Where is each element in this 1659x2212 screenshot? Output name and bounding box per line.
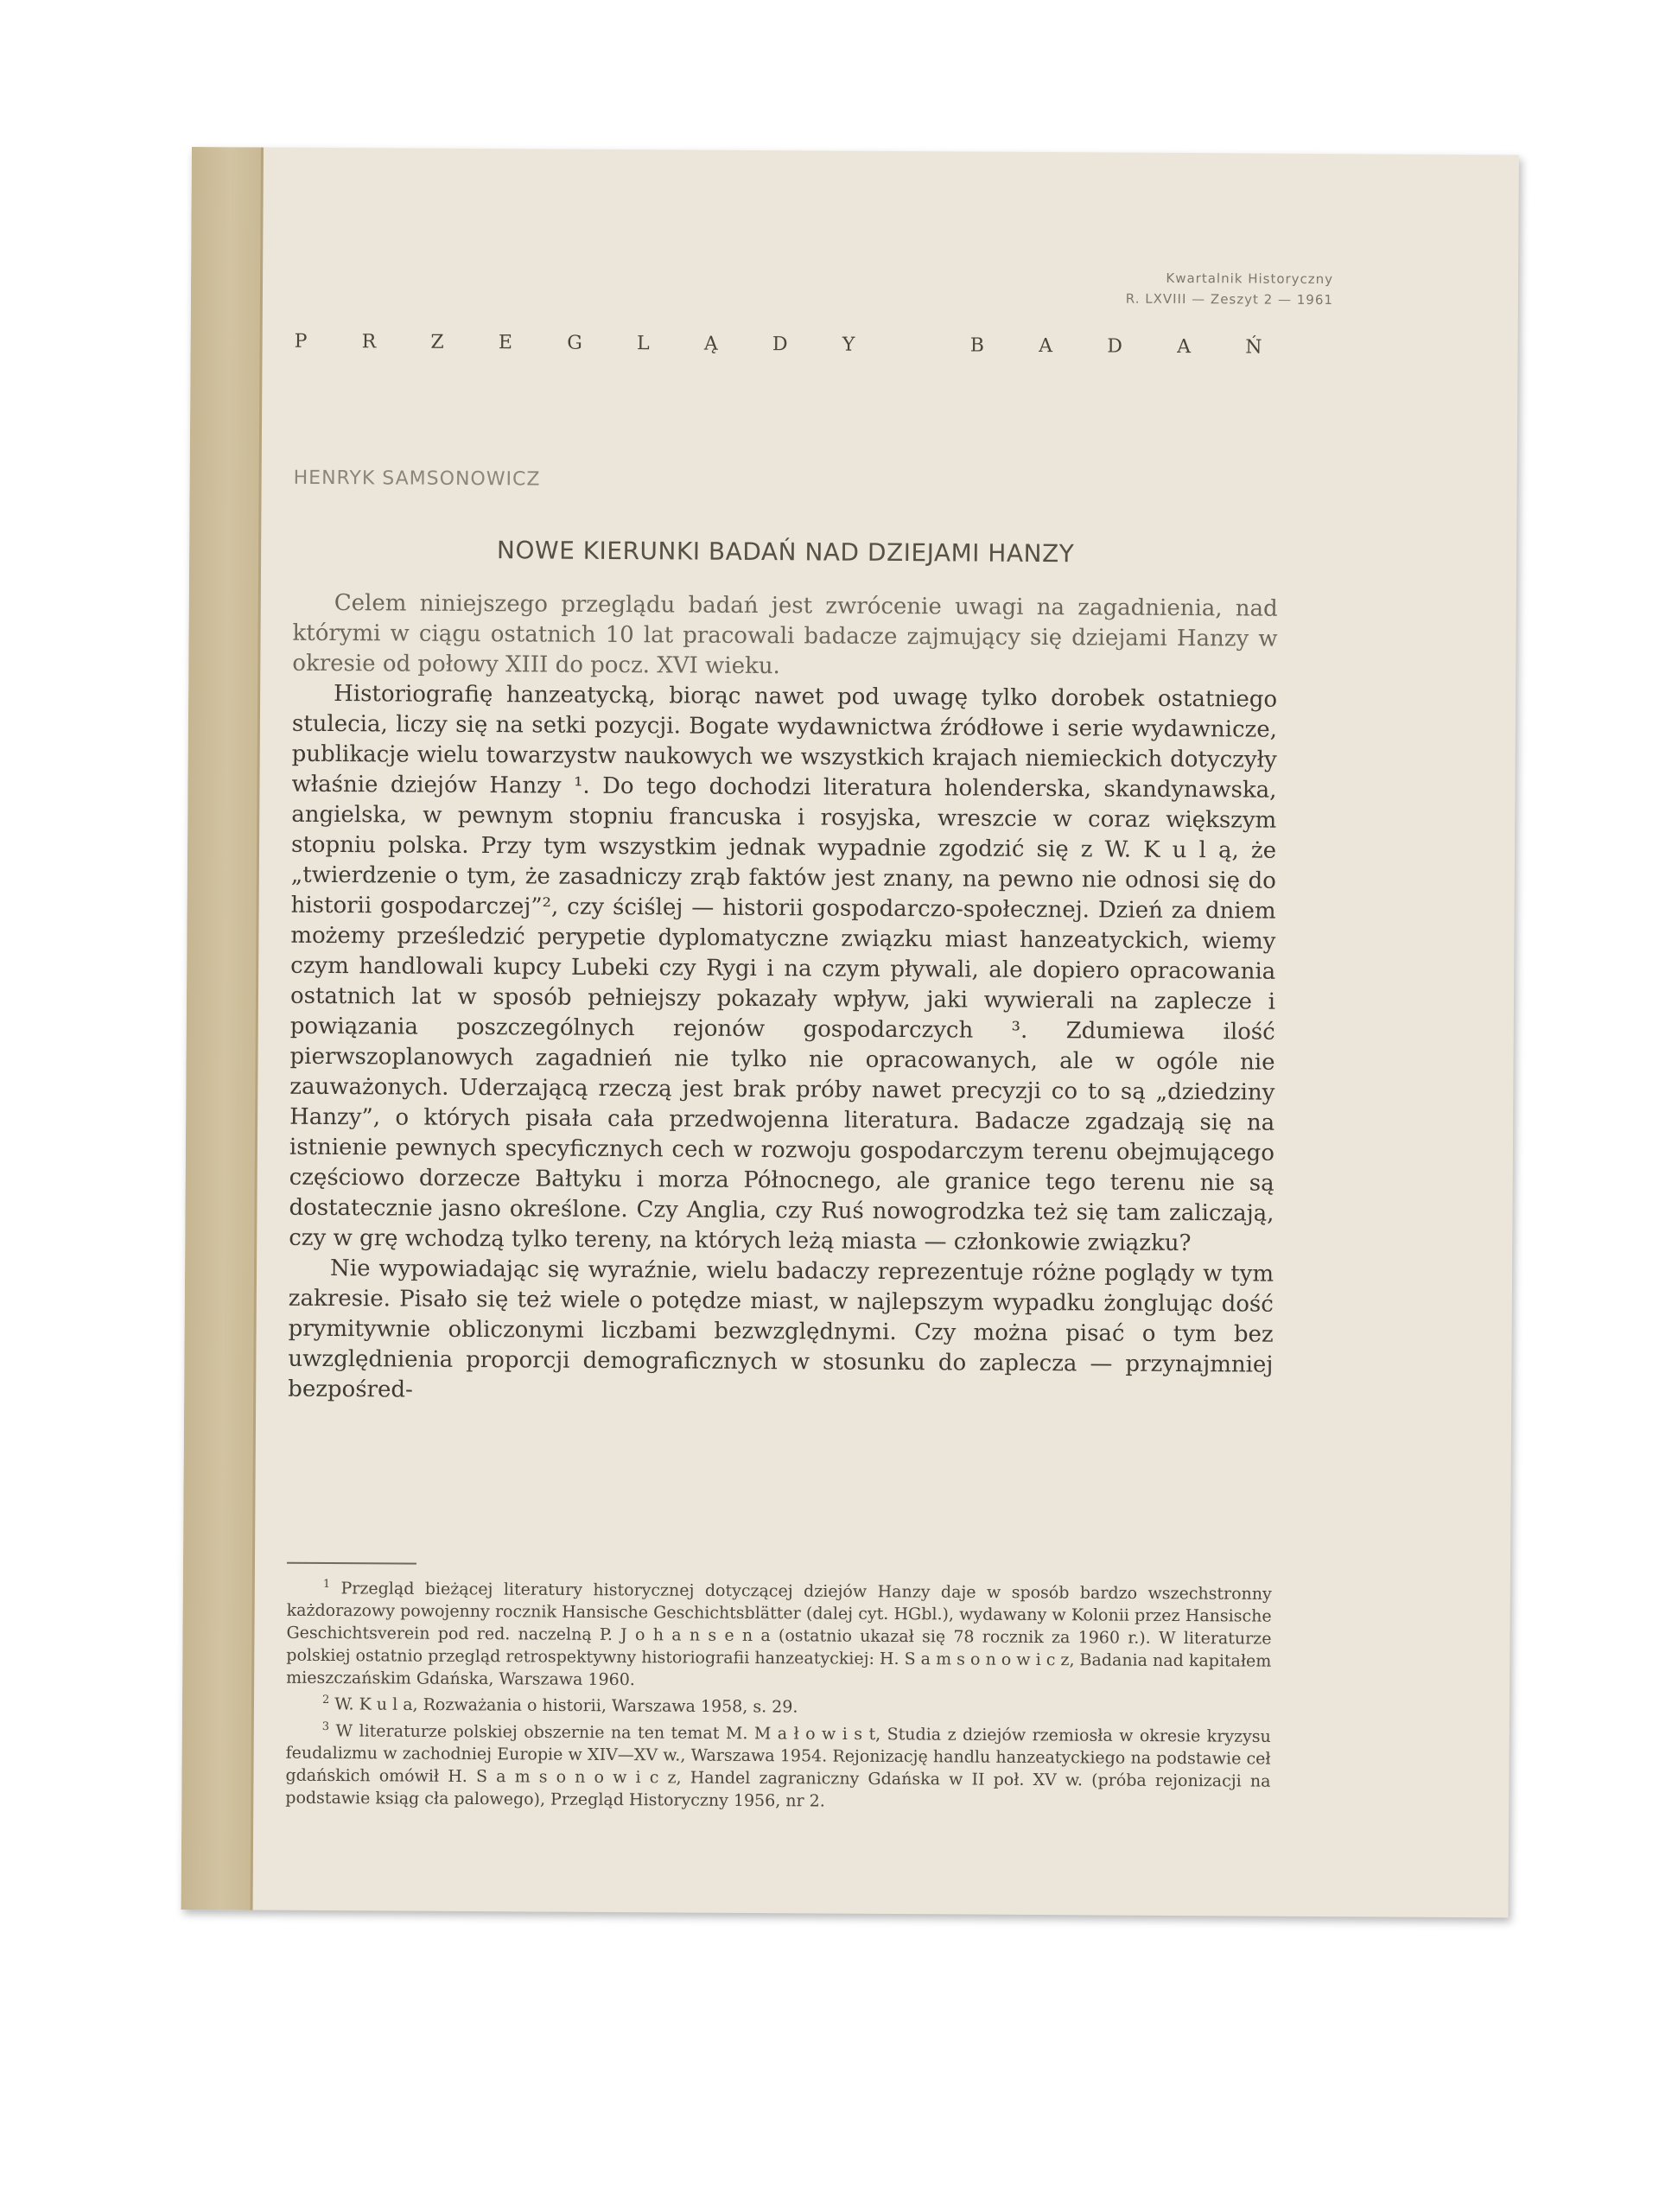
footnote-text: W. K u l a, Rozważania o historii, Warszawa 1958, s. 29. (334, 1694, 798, 1717)
section-letter: Z (430, 331, 444, 353)
section-letter: A (1177, 335, 1192, 359)
section-letter: D (772, 334, 788, 356)
section-letter: A (1039, 334, 1053, 358)
binding-spine (181, 147, 263, 1910)
section-letter: B (969, 334, 985, 357)
footnote-text: Przegląd bieżącej literatury historycznej dotyczącej dziejów Hanzy daje w sposób bardzo wszechstronny każdorazowy powojenny rocznik Hansische Geschichtsblätter (dalej cyt. HGbl.), wydawany w Kolonii przez Hansische Geschichtsverein pod red. naczelną P. J o h a n s e n a (ostatnio ukazał się 78 rocznik za 1960 r.). W literaturze polskiej ostatnio przegląd retrospektywny historiografii hanzeatyckiej: H. S a m s o n o w i c z, Badania nad kapitałem mieszczańskim Gdańska, Warszawa 1960. (286, 1579, 1272, 1690)
footnote (285, 1715, 1271, 1815)
section-letter: Ń (1245, 336, 1262, 359)
paragraph: Celem niniejszego przeglądu badań jest zwrócenie uwagi na zagadnienia, nad którymi w ciągu ostatnich 10 lat pracowali badacze zajmujący się dziejami Hanzy w okresie od połowy XIII do pocz. XVI wieku. (292, 590, 1278, 680)
footnote-divider (287, 1562, 416, 1565)
section-letter: Ą (703, 333, 718, 355)
section-letter: Y (842, 334, 855, 356)
article-body (288, 588, 1278, 1411)
paragraph: Nie wypowiadając się wyraźnie, wielu badaczy reprezentuje różne poglądy w tym zakresie. Pisało się też wiele o potędze miast, w najlepszym wypadku żonglując dość prymitywnie obliczonymi liczbami bezwzględnymi. Czy można pisać o tym bez uwzględnienia proporcji demograficznych w stosunku do zaplecza — przynajmniej bezpośred- (288, 1255, 1274, 1403)
section-letter: D (1107, 335, 1123, 358)
footnote-text: W literaturze polskiej obszernie na ten temat M. M a ł o w i s t, Studia z dziejów rzemiosła w okresie kryzysu feudalizmu w zachodniej Europie w XIV—XV w., Warszawa 1954. Rejonizację handlu hanzeatyckiego na podstawie ceł gdańskich omówił H. S a m s o n o w i c z, Handel zagraniczny Gdańska w II poł. XV w. (próba rejonizacji na podstawie ksiąg cła palowego), Przegląd Historyczny 1956, nr 2. (285, 1721, 1271, 1811)
section-letter: P (294, 330, 308, 353)
journal-name: Kwartalnik Historyczny (1166, 270, 1334, 288)
section-letter: L (636, 333, 650, 355)
paragraph: Historiografię hanzeatycką, biorąc nawet pod uwagę tylko dorobek ostatniego stulecia, liczy się na setki pozycji. Bogate wydawnictwa źródłowe i serie wydawnicze, publikacje wielu towarzystw naukowych we wszystkich krajach niemieckich dotyczyły właśnie dziejów Hanzy ¹. Do tego dochodzi literatura holenderska, skandynawska, angielska, w pewnym stopniu francuska i rosyjska, wreszcie w coraz większym stopniu polska. Przy tym wszystkim jednak wypadnie zgodzić się z W. K u l ą, że „twierdzenie o tym, że zasadniczy zrąb faktów jest znany, na pewno nie odnosi się do historii gospodarczej”², czy ściślej — historii gospodarczo-społecznej. Dzień za dniem możemy prześledzić perypetie dyplomatyczne związku miast hanzeatyckich, wiemy czym handlowali kupcy Lubeki czy Rygi i na czym pływali, ale dopiero opracowania ostatnich lat w sposób pełniejszy pokazały wpływ, jaki wywierali na zaplecze i powiązania poszczególnych rejonów gospodarczych ³. Zdumiewa ilość pierwszoplanowych zagadnień nie tylko nie opracowanych, ale w ogóle nie zauważonych. Uderzającą rzeczą jest brak próby nawet precyzji co to są „dziedziny Hanzy”, o których pisała cała przedwojenna literatura. Badacze zgadzają się na istnienie pewnych specyficznych cech w rozwoju gospodarczym terenu obejmującego częściowo dorzecze Bałtyku i morza Północnego, ale granice tego terenu nie są dostatecznie jasno określone. Czy Anglia, czy Ruś nowogrodzka też się tam zaliczają, czy w grę wchodzą tylko tereny, na których leżą miasta — członkowie związku? (289, 681, 1278, 1257)
section-letter: G (567, 332, 582, 354)
article-title: NOWE KIERUNKI BADAŃ NAD DZIEJAMI HANZY (496, 536, 1075, 569)
journal-volume: R. LXVIII — Zeszyt 2 — 1961 (1125, 290, 1333, 308)
section-title (295, 331, 1262, 359)
footnote-number: 3 (321, 1719, 330, 1733)
section-letter: E (498, 332, 513, 354)
footnote (286, 1573, 1272, 1695)
footnote-number: 1 (322, 1577, 331, 1592)
journal-header (1126, 268, 1333, 310)
footnote-number: 2 (321, 1694, 330, 1707)
page-sheet (285, 148, 1519, 1918)
document-page (181, 147, 1519, 1917)
section-spacer (910, 334, 916, 356)
author-name: HENRYK SAMSONOWICZ (293, 467, 541, 491)
section-letter: R (361, 331, 377, 353)
footnotes (285, 1573, 1272, 1815)
